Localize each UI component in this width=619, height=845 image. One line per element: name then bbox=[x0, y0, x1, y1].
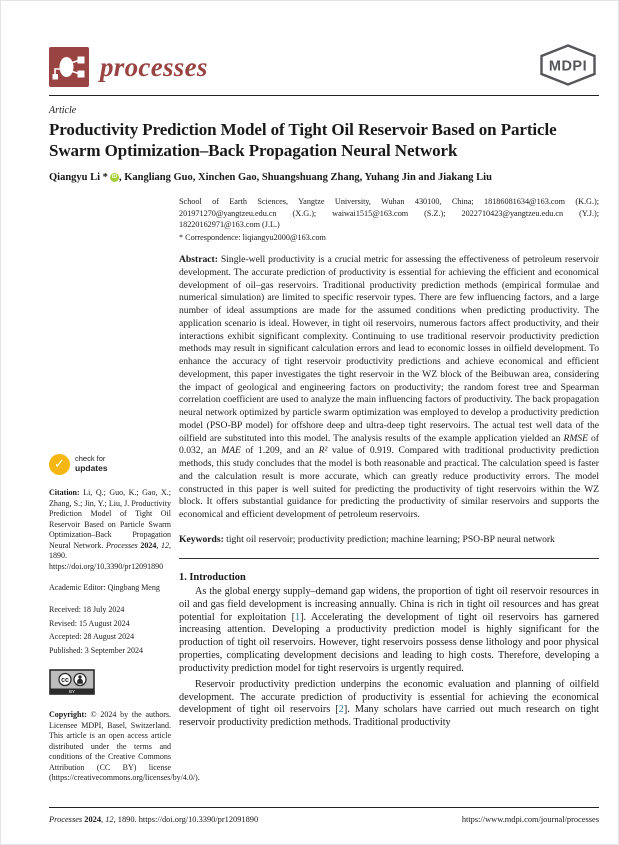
orcid-icon[interactable]: iD bbox=[111, 174, 117, 181]
intro-paragraph-2 bbox=[179, 679, 599, 730]
journal-header bbox=[49, 45, 599, 89]
citation-journal: Processes bbox=[106, 540, 138, 550]
copyright-block bbox=[49, 710, 200, 784]
citation-vol-sep: , bbox=[156, 540, 162, 550]
citation-volume: 12 bbox=[161, 540, 170, 550]
copyright-label: Copyright: bbox=[49, 710, 87, 719]
date-published-label: Published: bbox=[49, 645, 83, 655]
date-published bbox=[49, 644, 171, 658]
check-icon: ✓ bbox=[49, 454, 70, 475]
authors-rest: , Kangliang Guo, Xinchen Gao, Shuangshuang Zhang, Yuhang Jin and Jiakang Liu bbox=[118, 172, 492, 184]
check-badge-line2: updates bbox=[75, 463, 108, 474]
affiliation: School of Earth Sciences, Yangtze University, Wuhan 430100, China; 18186081634@163.com (K.G.); 201971270@yangtzeu.edu.cn (X.G.); waiwai1515@163.com (S.Z.); 2022710423@yangtzeu.edu.cn (Y.J.); 18220162971@163.com (J.L.) bbox=[179, 197, 599, 230]
article-dates bbox=[49, 603, 171, 657]
page-title: Productivity Prediction Model of Tight Oil Reservoir Based on Particle Swarm Optimization–Back Propagation Neural Network bbox=[49, 120, 557, 161]
mdpi-logo-text: MDPI bbox=[548, 58, 588, 74]
check-badge-label bbox=[75, 455, 108, 473]
journal-logo bbox=[49, 47, 208, 87]
correspondence-email[interactable]: Correspondence: liqiangyu2000@163.com bbox=[185, 232, 326, 242]
by-label: BY bbox=[68, 689, 76, 695]
person-icon bbox=[78, 676, 81, 679]
abstract-divider bbox=[179, 558, 599, 559]
reference-link-1[interactable]: 1 bbox=[294, 611, 301, 623]
copyright-text: © 2024 by the authors. Licensee MDPI, Basel, Switzerland. This article is an open access article distributed under the terms and conditions of the Creative Commons Attribution (CC BY) license (https://creativecommons.org/licenses/by/4.0/). bbox=[49, 710, 200, 783]
footer-volume: 12 bbox=[105, 815, 114, 824]
academic-editor: Academic Editor: Qingbang Meng bbox=[49, 582, 160, 592]
intro-paragraph-1 bbox=[179, 586, 599, 676]
footer-journal-name: Processes bbox=[49, 815, 83, 824]
correspondence-marker: * bbox=[179, 232, 184, 242]
page-footer bbox=[49, 807, 599, 824]
check-for-updates-badge[interactable] bbox=[49, 454, 171, 475]
mdpi-logo bbox=[537, 44, 599, 91]
metric-r2: R² bbox=[318, 445, 328, 457]
journal-name: processes bbox=[100, 51, 208, 82]
footer-doi-link[interactable]: , 1890. https://doi.org/10.3390/pr12091890 bbox=[113, 815, 259, 824]
citation-text: Li, Q.; Guo, K.; Gao, X.; Zhang, S.; Jin, Y.; Liu, J. Productivity Prediction Model of Tight Oil Reservoir Based on Particle Swarm Optimization–Back Propagation Neural Network. bbox=[49, 488, 171, 550]
date-published-value: 3 September 2024 bbox=[84, 645, 143, 655]
date-revised-label: Revised: bbox=[49, 618, 77, 628]
footer-divider bbox=[49, 807, 599, 808]
citation-year: 2024 bbox=[137, 540, 157, 550]
authors-line bbox=[49, 172, 599, 183]
header-divider bbox=[49, 95, 599, 96]
abstract-text-2: of 0.032, an bbox=[179, 432, 599, 457]
keywords-text: tight oil reservoir; productivity prediction; machine learning; PSO-BP neural network bbox=[223, 533, 555, 545]
abstract bbox=[179, 254, 599, 522]
date-revised-value: 15 August 2024 bbox=[79, 618, 130, 628]
metric-rmse: RMSE bbox=[563, 432, 588, 444]
body-columns bbox=[49, 196, 599, 784]
main-column bbox=[179, 196, 599, 784]
citation-label: Citation: bbox=[49, 488, 80, 498]
intro-p1-text-a: As the global energy supply–demand gap widens, the proportion of tight oil reservoir resources in oil and gas field development is increasing annually. China is rich in tight oil resources and has great potential for exploitation [ bbox=[179, 585, 599, 623]
date-received bbox=[49, 603, 171, 617]
check-badge-line1: check for bbox=[75, 454, 106, 464]
abstract-text-3: of 1.209, and an bbox=[240, 445, 319, 457]
author-corresponding: Qiangyu Li * bbox=[49, 172, 108, 184]
citation-doi-link[interactable]: , 1890. https://doi.org/10.3390/pr12091890 bbox=[49, 540, 172, 571]
reference-link-2[interactable]: 2 bbox=[338, 704, 344, 716]
keywords-line bbox=[179, 534, 599, 545]
article-type-label: Article bbox=[49, 105, 77, 116]
date-revised bbox=[49, 617, 171, 631]
section-heading-introduction: 1. Introduction bbox=[179, 571, 246, 583]
cc-by-license-badge[interactable] bbox=[49, 669, 171, 699]
date-accepted-label: Accepted: bbox=[49, 632, 82, 642]
citation-block bbox=[49, 488, 171, 572]
abstract-text-4: value of 0.919. Compared with traditional productivity prediction methods, this study concludes that the model is both reasonable and practical. The calculation speed is faster and the calculation result is more accurate, which can greatly reduce productivity errors. The model constructed in this paper is well suited for predicting the productivity of tight reservoirs within the WZ block. It offers substantial guidance for predicting the productivity of similar reservoirs and supports the economical and efficient development of petroleum reservoirs. bbox=[179, 445, 599, 521]
abstract-text-1: Single-well productivity is a crucial metric for assessing the effectiveness of petroleum reservoir development. The accurate prediction of productivity is essential for achieving the efficient and economical development of oil–gas reservoirs. Traditional productivity prediction methods (empirical formulae and numerical simulation) are limited to specific reservoir types. There are few influencing factors, and a large number of ideal assumptions are made for the assumed conditions when predicting productivity. The application scenario is ideal. However, in tight oil reservoirs, numerous factors affect productivity, and their interactions exhibit significant complexity. Continuing to use traditional reservoir productivity prediction methods may result in significant calculation errors and lead to economic losses in oilfield development. To enhance the accuracy of tight reservoir productivity predictions and achieve economical and efficient development, this paper investigates the tight reservoir in the WZ block of the Beibuwan area, considering the impact of geological and engineering factors on productivity; the random forest tree and Spearman correlation coefficient are used to analyze the main influencing factors of productivity. The back propagation neural network optimized by particle swarm optimization was employed to develop a productivity prediction model (PSO-BP model) for offshore deep and ultra-deep tight reservoirs. The actual test well data of the oilfield are substituted into this model. The analysis results of the example application yielded an bbox=[179, 254, 599, 444]
date-received-label: Received: bbox=[49, 605, 81, 615]
intro-p1-text-b: ]. Accelerating the development of tight oil reservoirs has garnered increasing attention. Developing a productivity prediction model is highly significant for the production of tight oil reservoirs. However, tight reservoirs possess dense lithology and poor physical properties, complicating development decisions and leading to high costs. Therefore, developing a productivity prediction model for tight reservoirs is urgently required. bbox=[179, 611, 599, 674]
date-accepted bbox=[49, 630, 171, 644]
footer-citation bbox=[49, 815, 258, 824]
date-received-value: 18 July 2024 bbox=[82, 605, 125, 615]
intro-p2-text-b: ]. Many scholars have carried out much research on tight reservoir productivity prediction methods. Traditional productivity bbox=[179, 704, 599, 729]
footer-vol-sep: , bbox=[101, 815, 106, 824]
footer-year: 2024 bbox=[82, 815, 102, 824]
metric-mae: MAE bbox=[221, 445, 241, 457]
correspondence-line bbox=[179, 232, 599, 243]
intro-p2-text-a: Reservoir productivity prediction underpins the economic evaluation and planning of oilfield development. The accurate prediction of productivity is essential for achieving the economical development of tight oil reservoirs [ bbox=[179, 678, 599, 716]
date-accepted-value: 28 August 2024 bbox=[83, 632, 135, 642]
abstract-label: Abstract: bbox=[179, 254, 218, 266]
cc-icon: cc bbox=[61, 677, 69, 685]
processes-logo-icon bbox=[49, 47, 89, 87]
keywords-label: Keywords: bbox=[179, 533, 224, 545]
footer-journal-url[interactable]: https://www.mdpi.com/journal/processes bbox=[461, 815, 599, 824]
